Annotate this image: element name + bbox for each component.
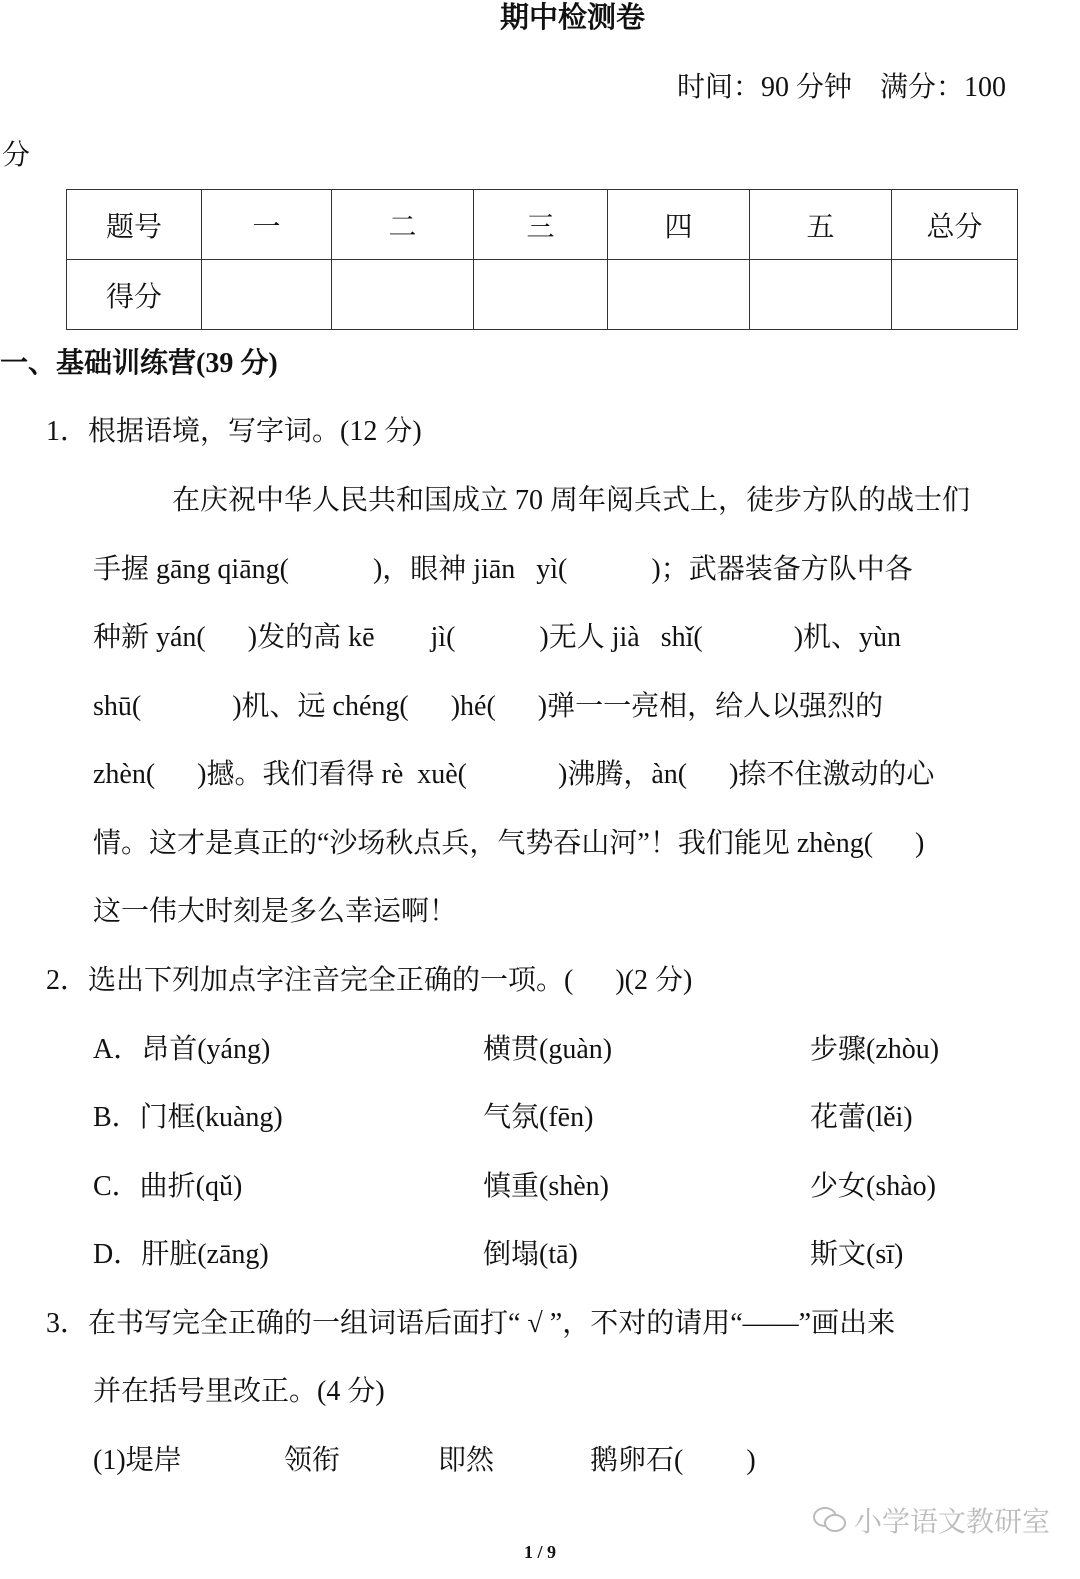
question-1-text: 情。这才是真正的“沙场秋点兵，气势吞山河”！我们能见 zhèng( ) <box>93 828 925 859</box>
watermark-text: 小学语文教研室 <box>854 1505 1051 1538</box>
page-title: 期中检测卷 <box>499 2 645 34</box>
option-b: 花蕾(lěi) <box>810 1102 913 1133</box>
question-1-text: 手握 gāng qiāng( )，眼神 jiān yì( )；武器装备方队中各 <box>93 554 913 585</box>
option-c: 慎重(shèn) <box>483 1171 609 1202</box>
option-a: 横贯(guàn) <box>483 1034 613 1065</box>
table-header-cell: 题号 <box>67 190 202 260</box>
score-cell <box>608 260 750 330</box>
question-2-title: 2．选出下列加点字注音完全正确的一项。( )(2 分) <box>46 965 693 996</box>
score-cell <box>750 260 892 330</box>
table-header-cell: 一 <box>202 190 332 260</box>
table-row-label: 得分 <box>67 260 202 330</box>
option-d: D．肝脏(zāng) <box>93 1239 269 1270</box>
option-d: 倒塌(tā) <box>483 1239 578 1270</box>
table-row <box>67 190 1018 260</box>
option-a: 步骤(zhòu) <box>810 1034 940 1065</box>
question-1-text: 这一伟大时刻是多么幸运啊！ <box>93 896 458 927</box>
score-cell <box>892 260 1018 330</box>
table-header-cell: 总分 <box>892 190 1018 260</box>
option-c: 少女(shào) <box>810 1171 936 1202</box>
question-1-text: 在庆祝中华人民共和国成立 70 周年阅兵式上，徒步方队的战士们 <box>172 485 971 516</box>
exam-meta: 时间：90 分钟 满分：100 <box>677 72 1007 103</box>
question-3-item: (1)堤岸 <box>93 1445 182 1476</box>
question-3-item: 鹅卵石( ) <box>590 1445 756 1476</box>
question-1-text: zhèn( )撼。我们看得 rè xuè( )沸腾，àn( )捺不住激动的心 <box>93 759 935 790</box>
section-heading: 一、基础训练营(39 分) <box>0 348 278 379</box>
option-b: B．门框(kuàng) <box>93 1102 283 1133</box>
page-number: 1 / 9 <box>523 1542 556 1562</box>
watermark <box>812 1500 1050 1540</box>
score-cell <box>202 260 332 330</box>
question-3-title: 3．在书写完全正确的一组词语后面打“ √ ”，不对的请用“——”画出来 <box>46 1308 896 1339</box>
score-cell <box>332 260 474 330</box>
table-header-cell: 四 <box>608 190 750 260</box>
question-1-title: 1．根据语境，写字词。(12 分) <box>46 416 422 447</box>
table-row <box>67 260 1018 330</box>
question-1-text: 种新 yán( )发的高 kē jì( )无人 jià shǐ( )机、yùn <box>93 622 902 653</box>
table-header-cell: 五 <box>750 190 892 260</box>
wechat-icon <box>812 1506 848 1534</box>
option-a: A．昂首(yáng) <box>93 1034 271 1065</box>
table-header-cell: 三 <box>474 190 608 260</box>
question-3-title-cont: 并在括号里改正。(4 分) <box>93 1376 385 1407</box>
option-c: C．曲折(qǔ) <box>93 1171 243 1202</box>
question-3-item: 领衔 <box>284 1445 341 1476</box>
option-d: 斯文(sī) <box>810 1239 904 1270</box>
score-table <box>66 189 1018 330</box>
question-3-item: 即然 <box>438 1445 495 1476</box>
table-header-cell: 二 <box>332 190 474 260</box>
question-1-text: shū( )机、远 chéng( )hé( )弹一一亮相，给人以强烈的 <box>93 691 884 722</box>
exam-meta-wrap: 分 <box>2 140 31 171</box>
option-b: 气氛(fēn) <box>483 1102 594 1133</box>
score-cell <box>474 260 608 330</box>
